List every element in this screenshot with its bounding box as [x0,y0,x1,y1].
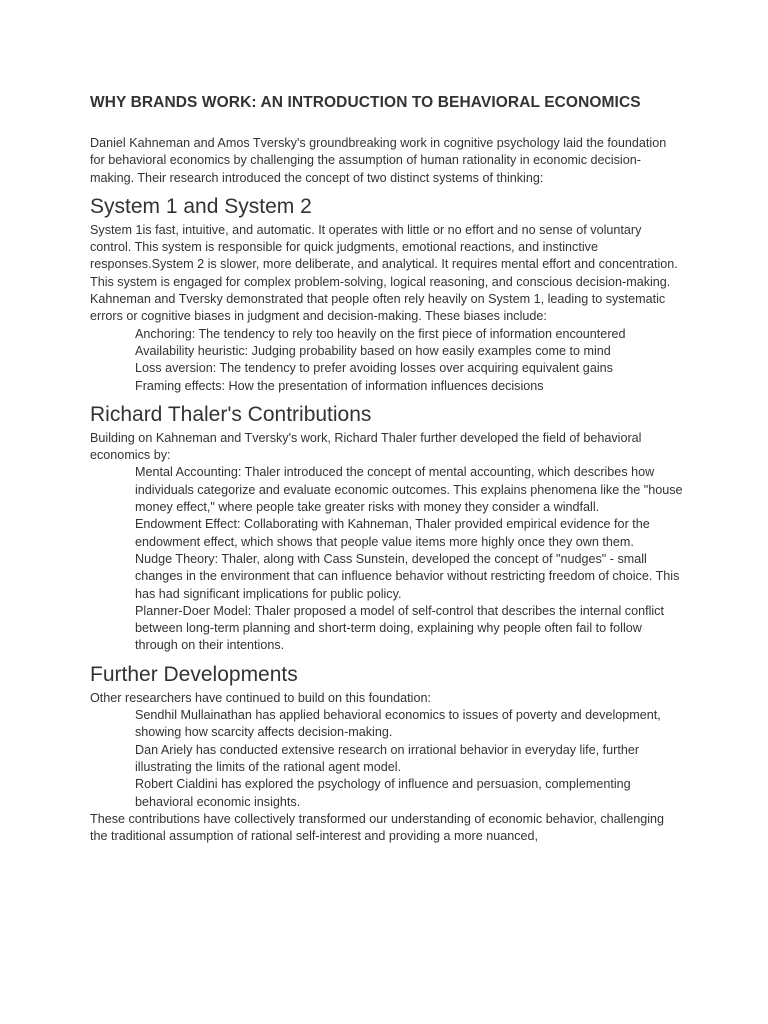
list-item: Loss aversion: The tendency to prefer avoiding losses over acquiring equivalent gains [135,361,613,376]
bias-list [90,326,684,395]
researchers-list [90,707,684,811]
list-item: Robert Cialdini has explored the psychology of influence and persuasion, complementing behavioral economic insights. [135,777,631,809]
section-body-further-developments: Other researchers have continued to build on this foundation: [90,690,431,705]
document-title: WHY BRANDS WORK: AN INTRODUCTION TO BEHAVIORAL ECONOMICS [90,94,641,111]
list-item: Planner-Doer Model: Thaler proposed a model of self-control that describes the internal conflict between long-term planning and short-term doing, explaining why people often fail to follow through on their intentions. [135,603,664,653]
list-item: Framing effects: How the presentation of information influences decisions [135,378,544,393]
section-heading-thaler-contributions: Richard Thaler's Contributions [90,402,372,426]
list-item: Anchoring: The tendency to rely too heavily on the first piece of information encountered [135,326,626,341]
list-item: Endowment Effect: Collaborating with Kahneman, Thaler provided empirical evidence for the endowment effect, which shows that people value items more highly once they own them. [135,517,650,549]
intro-paragraph: Daniel Kahneman and Amos Tversky's groundbreaking work in cognitive psychology laid the foundation for behavioral economics by challenging the assumption of human rationality in economic decision-making. Their research introduced the concept of two distinct systems of thinking: [90,136,667,185]
closing-paragraph: These contributions have collectively transformed our understanding of economic behavior, challenging the traditional assumption of rational self-interest and providing a more nuanced, [90,811,665,844]
section-body-thaler-contributions: Building on Kahneman and Tversky's work, Richard Thaler further developed the field of behavioral economics by: [90,430,642,463]
section-heading-further-developments: Further Developments [90,662,298,686]
list-item: Sendhil Mullainathan has applied behavioral economics to issues of poverty and development, showing how scarcity affects decision-making. [135,708,661,740]
section-body-system-1-and-2: System 1is fast, intuitive, and automatic. It operates with little or no effort and no sense of voluntary control. This system is responsible for quick judgments, emotional reactions, and instinctive responses.System 2 is slower, more deliberate, and analytical. It requires mental effort and concentration. This system is engaged for complex problem-solving, logical reasoning, and conscious decision-making. Kahneman and Tversky demonstrated that people often rely heavily on System 1, leading to systematic errors or cognitive biases in judgment and decision-making. These biases include: [90,222,678,324]
list-item: Nudge Theory: Thaler, along with Cass Sunstein, developed the concept of "nudges" - small changes in the environment that can influence behavior without restricting freedom of choice. This has had significant implications for public policy. [135,551,680,601]
list-item: Availability heuristic: Judging probability based on how easily examples come to mind [135,343,611,358]
thaler-contributions-list [90,464,684,654]
list-item: Dan Ariely has conducted extensive research on irrational behavior in everyday life, further illustrating the limits of the rational agent model. [135,742,640,774]
list-item: Mental Accounting: Thaler introduced the concept of mental accounting, which describes how individuals categorize and evaluate economic outcomes. This explains phenomena like the "house money effect," where people take greater risks with money they consider a windfall. [135,465,683,515]
section-heading-system-1-and-2: System 1 and System 2 [90,194,312,218]
